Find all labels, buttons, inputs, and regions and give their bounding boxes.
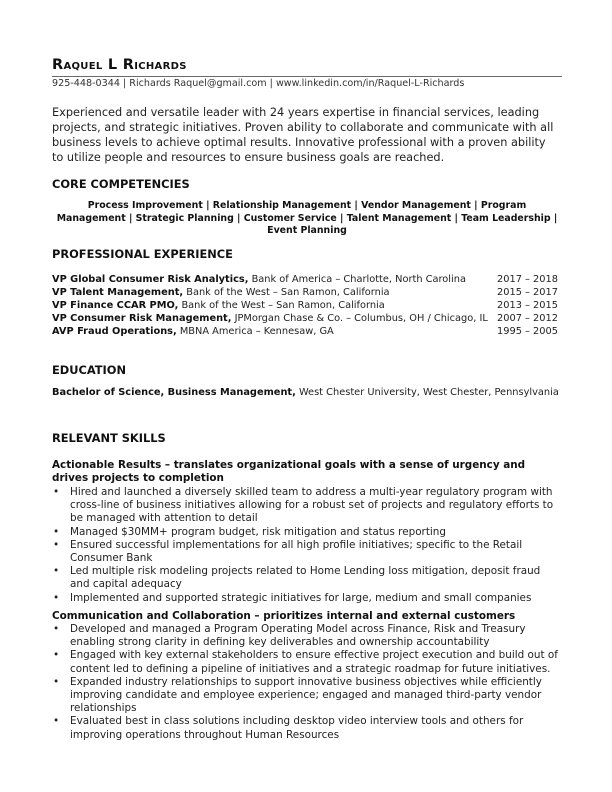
education-entry [52,387,559,398]
job-entry [52,274,562,285]
job-entry [52,287,562,298]
job-entry [52,326,562,337]
bullet-icon: • [53,649,60,662]
degree: Bachelor of Science, Business Management, [52,387,296,398]
list-item: • Ensured successful implementations for all high profile initiatives; specific to the Retail Consumer Bank [53,538,523,565]
job-entry [52,300,562,311]
job-organization: Bank of the West – San Ramon, California [178,300,385,311]
job-title: VP Global Consumer Risk Analytics, [52,274,249,285]
section-title-relevant-skills: RELEVANT SKILLS [52,431,166,445]
bullet-icon: • [53,591,60,604]
bullet-icon: • [53,486,60,498]
job-organization: JPMorgan Chase & Co. – Columbus, OH / Chicago, IL [231,313,488,324]
job-organization: MBNA America – Kennesaw, GA [176,326,334,337]
list-item: • Expanded industry relationships to support innovative business objectives while efficiently improving candidate and employee experience; engaged and managed third-party vendor relationships [53,675,542,715]
header-divider [52,76,562,77]
job-organization: Bank of America – Charlotte, North Carolina [248,274,466,285]
candidate-name: Raquel L Richards [52,57,187,73]
job-title: AVP Fraud Operations, [52,326,177,337]
bullet-icon: • [53,565,60,578]
job-organization: Bank of the West – San Ramon, California [183,287,390,298]
skill-group-bullets [52,623,562,742]
job-dates: 2015 – 2017 [497,287,558,298]
core-competencies-list: Process Improvement | Relationship Management | Vendor Management | Program Management | Strategic Planning | Customer Service | Talent Management | Team Leadership | Event Planning [56,200,558,236]
professional-summary: Experienced and versatile leader with 24 years expertise in financial services, leading projects, and strategic initiatives. Proven ability to collaborate and communicate with all business levels to achieve optimal results. Innovative professional with a proven ability to utilize people and resources to ensure business goals are reached. [52,106,554,164]
list-item: • Hired and launched a diversely skilled team to address a multi-year regulatory program with cross-line of business initiatives allowing for a robust set of projects and regulatory efforts to be managed with attention to detail [53,486,554,525]
bullet-icon: • [53,623,60,635]
school: West Chester University, West Chester, Pennsylvania [295,387,559,398]
list-item: • Evaluated best in class solutions including desktop video interview tools and others for improving operations throughout Human Resources [53,715,524,741]
job-title: VP Finance CCAR PMO, [52,300,179,311]
bullet-icon: • [53,675,60,688]
skill-group-heading: Communication and Collaboration – prioritizes internal and external customers [52,610,516,622]
job-title: VP Consumer Risk Management, [52,313,232,324]
job-dates: 2017 – 2018 [497,274,558,285]
list-item: • Managed $30MM+ program budget, risk mitigation and status reporting [53,525,446,538]
section-title-core-competencies: CORE COMPETENCIES [52,177,190,191]
job-dates: 1995 – 2005 [497,326,558,337]
skill-group-bullets [52,486,562,605]
list-item: • Implemented and supported strategic initiatives for large, medium and small companies [53,591,532,604]
bullet-icon: • [53,715,60,728]
section-title-education: EDUCATION [52,363,126,377]
section-title-professional-experience: PROFESSIONAL EXPERIENCE [52,247,233,261]
skill-group-heading: Actionable Results – translates organizational goals with a sense of urgency and drives projects to completion [52,459,526,485]
list-item: • Led multiple risk modeling projects related to Home Lending loss mitigation, deposit fraud and capital adequacy [53,565,541,591]
contact-line: 925-448-0344 | Richards Raquel@gmail.com | www.linkedin.com/in/Raquel-L-Richards [52,78,465,89]
job-title: VP Talent Management, [52,287,184,298]
list-item: • Engaged with key external stakeholders to ensure effective project execution and build out of content led to defining a pipeline of initiatives and a strategic roadmap for future initiatives. [53,649,558,675]
bullet-icon: • [53,538,60,551]
list-item: • Developed and managed a Program Operating Model across Finance, Risk and Treasury enabling strong clarity in defining key deliverables and ownership accountability [53,623,526,649]
job-dates: 2013 – 2015 [497,300,558,311]
job-entry [52,313,562,324]
job-dates: 2007 – 2012 [497,313,558,324]
bullet-icon: • [53,525,60,538]
